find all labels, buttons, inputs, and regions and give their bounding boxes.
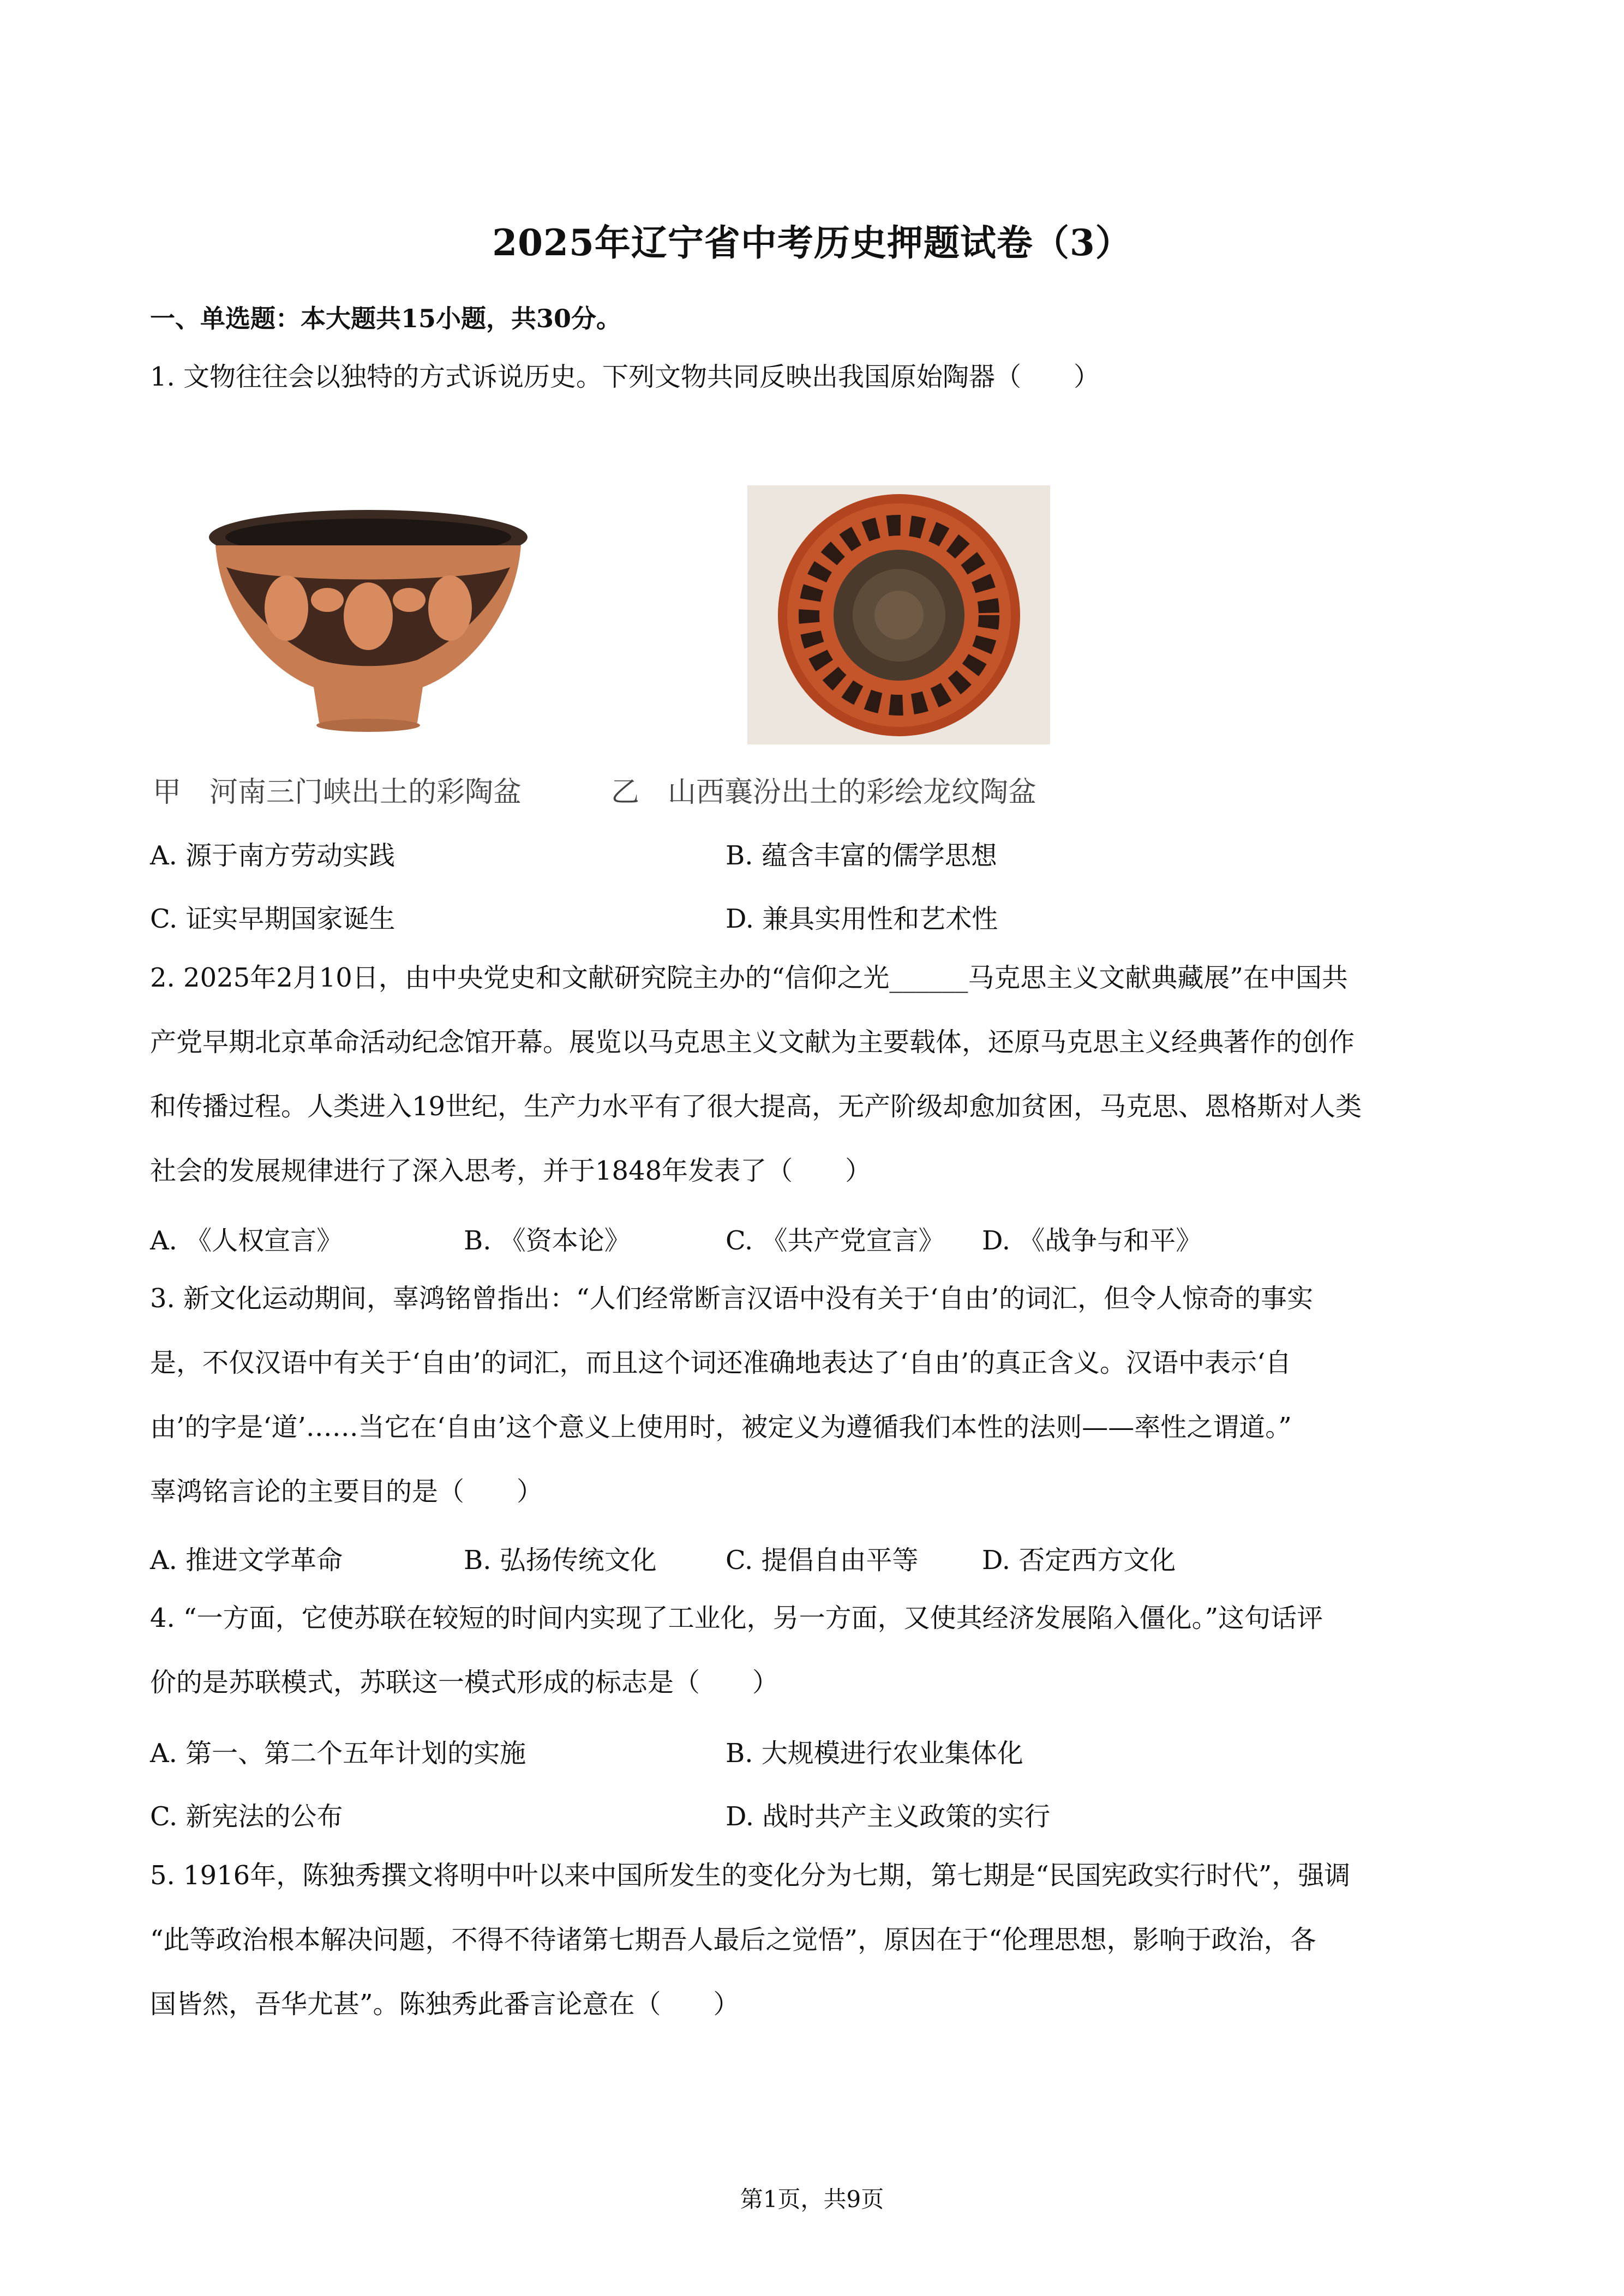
q5-line: “此等政治根本解决问题，不得不待诸第七期吾人最后之觉悟”，原因在于“伦理思想，影响于政治，各 [150, 1925, 1316, 1955]
q2-option-c[interactable]: C. 《共产党宣言》 [726, 1225, 945, 1256]
q2-line: 社会的发展规律进行了深入思考，并于1848年发表了（ ） [150, 1156, 872, 1186]
q2-line: 和传播过程。人类进入19世纪，生产力水平有了很大提高，无产阶级却愈加贫困，马克思、恩格斯对人类 [150, 1091, 1362, 1122]
question-5-stem [150, 1843, 1492, 2036]
q4-line: 价的是苏联模式，苏联这一模式形成的标志是（ ） [150, 1667, 779, 1698]
q3-line: 是，不仅汉语中有关于‘自由’的词汇，而且这个词还准确地表达了‘自由’的真正含义。汉语中表示‘自 [150, 1348, 1292, 1378]
q3-line: 辜鸿铭言论的主要目的是（ ） [150, 1476, 543, 1507]
q4-line: 4. “一方面，它使苏联在较短的时间内实现了工业化，另一方面，又使其经济发展陷入僵化。”这句话评 [150, 1603, 1323, 1633]
q2-option-d[interactable]: D. 《战争与和平》 [982, 1225, 1202, 1256]
image-caption-a: 甲 河南三门峡出土的彩陶盆 [153, 776, 522, 809]
question-4-stem [150, 1586, 1492, 1715]
q1-option-b[interactable]: B. 蕴含丰富的儒学思想 [726, 840, 997, 871]
q1-option-d[interactable]: D. 兼具实用性和艺术性 [726, 904, 998, 934]
dragon-pattern-basin-image [747, 485, 1050, 744]
image-caption-b: 乙 山西襄汾出土的彩绘龙纹陶盆 [611, 776, 1037, 809]
page-title: 2025年辽宁省中考历史押题试卷（3） [492, 221, 1132, 264]
q4-option-c[interactable]: C. 新宪法的公布 [150, 1801, 343, 1832]
question-2-stem [150, 946, 1492, 1203]
question-1-stem: 1. 文物往往会以独特的方式诉说历史。下列文物共同反映出我国原始陶器（ ） [150, 362, 1100, 392]
q3-option-d[interactable]: D. 否定西方文化 [982, 1545, 1176, 1576]
q2-line: 2. 2025年2月10日，由中央党史和文献研究院主办的“信仰之光______马克思主义文献典藏展”在中国共 [150, 963, 1348, 993]
q3-option-b[interactable]: B. 弘扬传统文化 [464, 1545, 657, 1576]
q2-line: 产党早期北京革命活动纪念馆开幕。展览以马克思主义文献为主要载体，还原马克思主义经典著作的创作 [150, 1027, 1355, 1057]
q4-option-d[interactable]: D. 战时共产主义政策的实行 [726, 1801, 1051, 1832]
q3-option-a[interactable]: A. 推进文学革命 [150, 1545, 343, 1576]
q2-option-b[interactable]: B. 《资本论》 [464, 1225, 631, 1256]
q5-line: 5. 1916年，陈独秀撰文将明中叶以来中国所发生的变化分为七期，第七期是“民国宪政实行时代”，强调 [150, 1860, 1351, 1891]
q3-line: 3. 新文化运动期间，辜鸿铭曾指出：“人们经常断言汉语中没有关于‘自由’的词汇，但令人惊奇的事实 [150, 1283, 1314, 1314]
question-3-stem [150, 1266, 1492, 1524]
section-heading: 一、单选题：本大题共15小题，共30分。 [150, 304, 622, 333]
q5-line: 国皆然，吾华尤甚”。陈独秀此番言论意在（ ） [150, 1989, 740, 2019]
q1-option-a[interactable]: A. 源于南方劳动实践 [150, 840, 395, 871]
q4-option-b[interactable]: B. 大规模进行农业集体化 [726, 1738, 1023, 1769]
page-footer: 第1页，共9页 [740, 2186, 884, 2213]
q4-option-a[interactable]: A. 第一、第二个五年计划的实施 [150, 1738, 526, 1769]
q3-line: 由’的字是‘道’……当它在‘自由’这个意义上使用时，被定义为遵循我们本性的法则——率性之谓道。” [150, 1412, 1292, 1442]
q3-option-c[interactable]: C. 提倡自由平等 [726, 1545, 919, 1576]
painted-pottery-basin-image [205, 507, 532, 736]
q1-option-c[interactable]: C. 证实早期国家诞生 [150, 904, 395, 934]
q2-option-a[interactable]: A. 《人权宣言》 [150, 1225, 343, 1256]
